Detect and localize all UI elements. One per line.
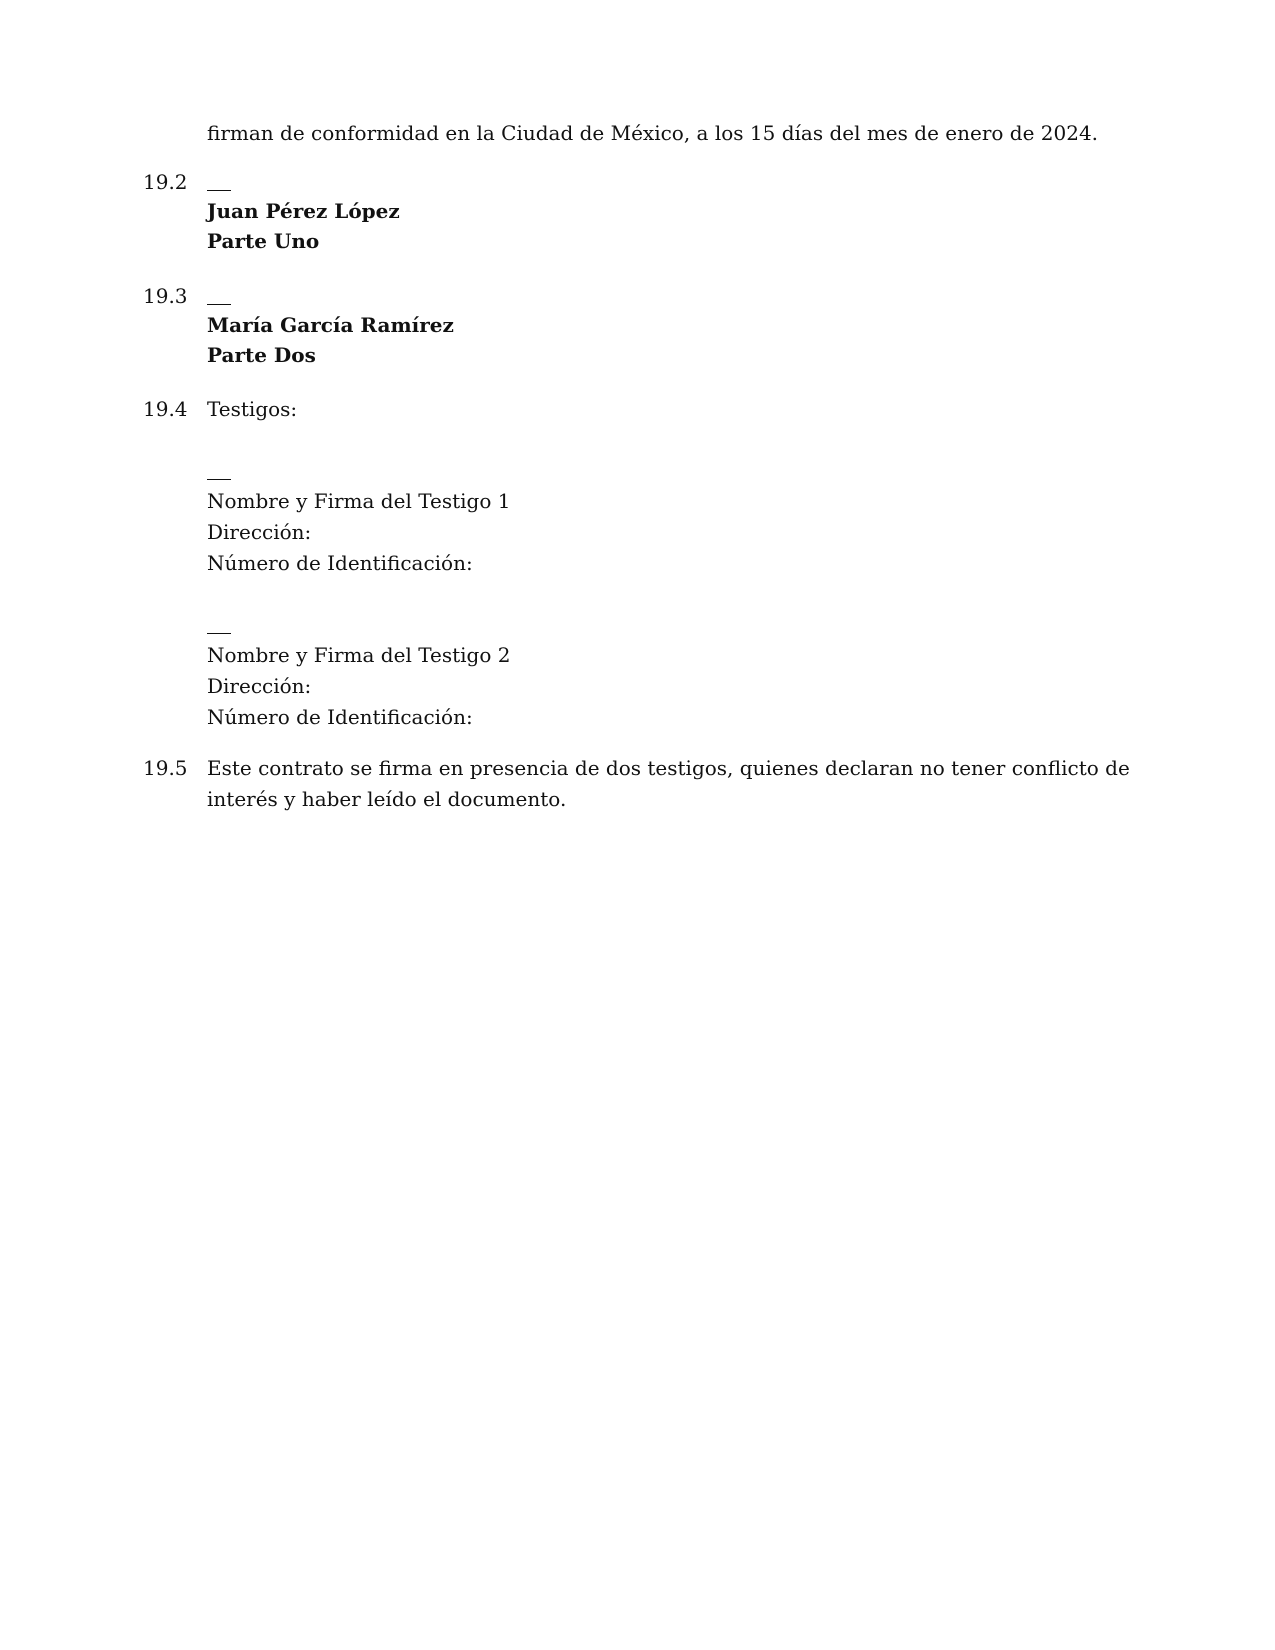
witness-2-address-label: Dirección: bbox=[207, 674, 312, 698]
witnesses-heading: Testigos: bbox=[207, 397, 298, 421]
signature-line-witness-1 bbox=[207, 479, 231, 480]
witness-1-address-label: Dirección: bbox=[207, 520, 312, 544]
clause-number-19-3: 19.3 bbox=[143, 284, 188, 308]
witness-2-name-label: Nombre y Firma del Testigo 2 bbox=[207, 643, 511, 667]
witness-2-id-label: Número de Identificación: bbox=[207, 705, 473, 729]
party-two-role: Parte Dos bbox=[207, 343, 316, 367]
clause-number-19-2: 19.2 bbox=[143, 170, 188, 194]
signature-line-witness-2 bbox=[207, 633, 231, 634]
clause-number-19-5: 19.5 bbox=[143, 756, 188, 780]
signing-statement: firman de conformidad en la Ciudad de México, a los 15 días del mes de enero de 2024. bbox=[207, 121, 1099, 145]
party-one-role: Parte Uno bbox=[207, 229, 320, 253]
witness-1-id-label: Número de Identificación: bbox=[207, 551, 473, 575]
signature-line-party-one bbox=[207, 190, 231, 191]
party-one-name: Juan Pérez López bbox=[207, 199, 400, 223]
clause-19-5-text-line-2: interés y haber leído el documento. bbox=[207, 787, 567, 811]
witness-1-name-label: Nombre y Firma del Testigo 1 bbox=[207, 489, 511, 513]
party-two-name: María García Ramírez bbox=[207, 313, 454, 337]
clause-19-5-text-line-1: Este contrato se firma en presencia de dos testigos, quienes declaran no tener conflicto de bbox=[207, 756, 1130, 780]
signature-line-party-two bbox=[207, 304, 231, 305]
clause-number-19-4: 19.4 bbox=[143, 397, 188, 421]
